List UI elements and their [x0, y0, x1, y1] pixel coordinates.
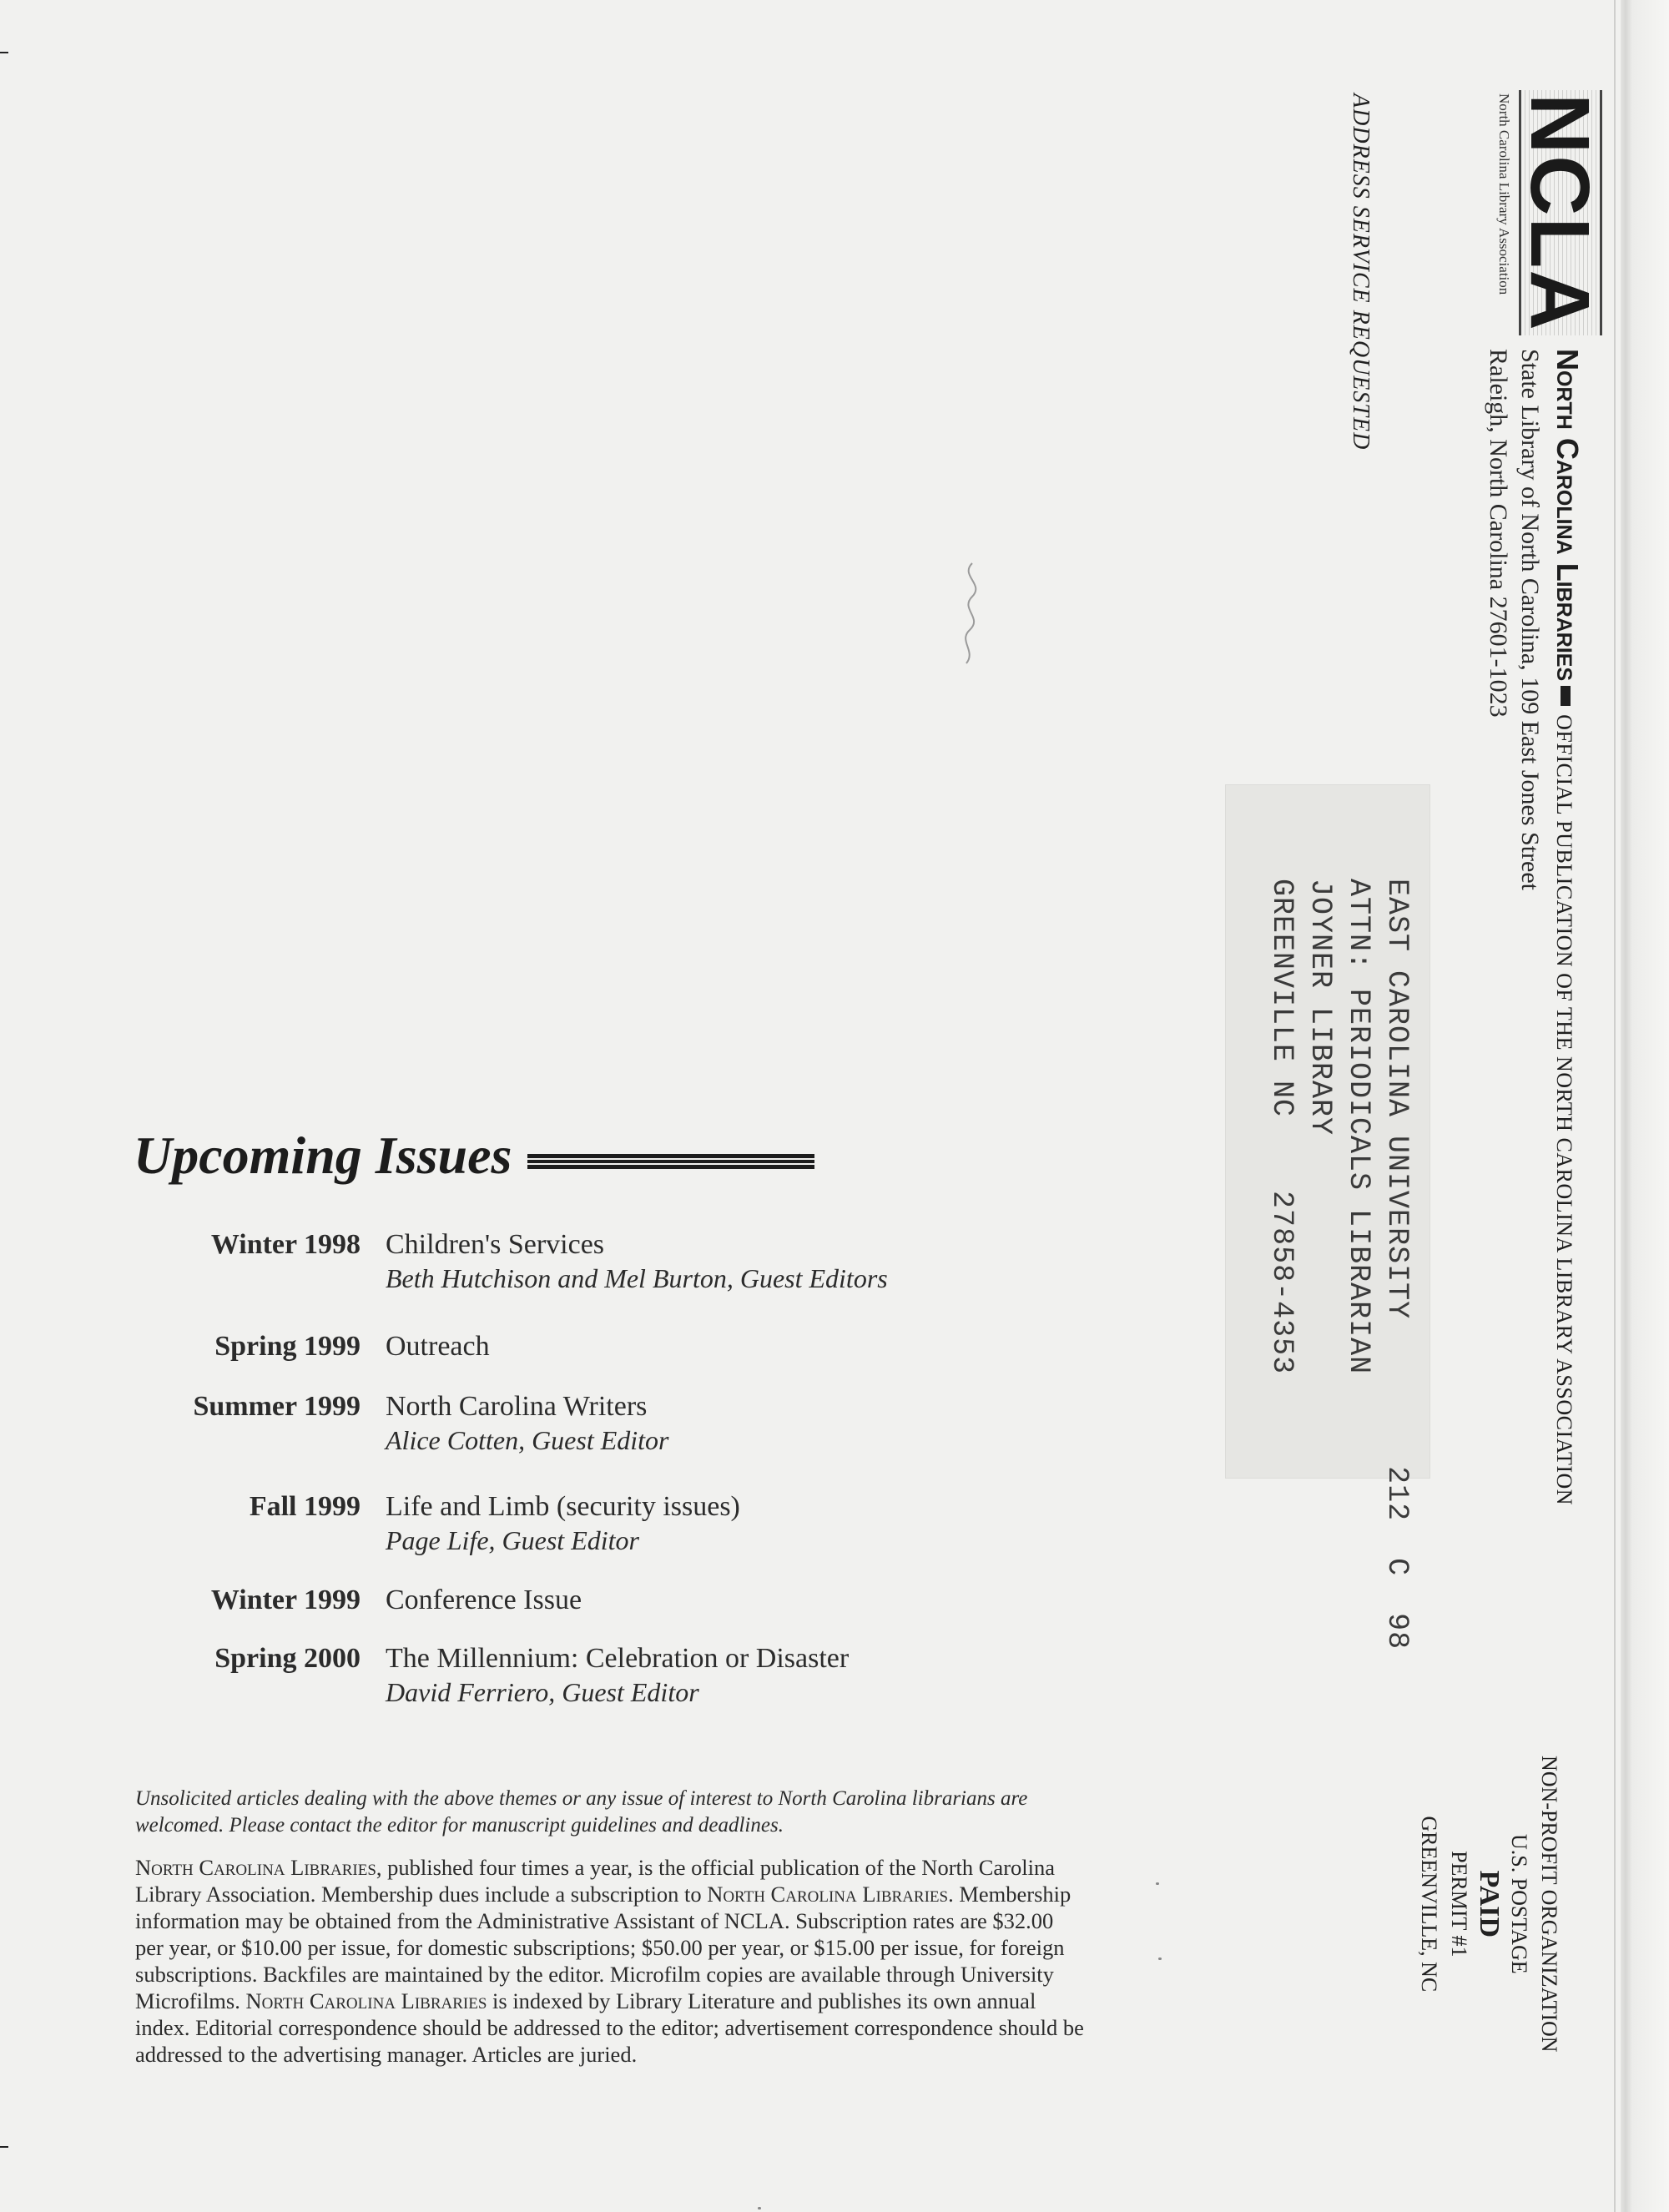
- issue-row: [125, 1330, 490, 1363]
- publication-info-text-2: . Membership information may be obtained from the Administrative Assistant of NCLA. Subscription rates are $32.00 per year, or $10.00 per issue, for domestic subscriptions; $50.00 per year, or $15.00 per issue, for foreign subscriptions. Backfiles are maintained by the editor. Microfilm copies are available through University Microfilms.: [135, 1882, 1071, 2013]
- ncla-logo: [1495, 90, 1606, 335]
- publication-info: [135, 1854, 1087, 2068]
- label-line-1: EAST CAROLINA UNIVERSITY 212 C 98: [1380, 879, 1414, 1650]
- title-rule: [527, 1154, 814, 1169]
- postage-city: GREENVILLE, NC: [1417, 1816, 1441, 1993]
- publication-name-inline: North Carolina Libraries: [245, 1988, 487, 2013]
- ncla-logo-subtitle: North Carolina Library Association: [1496, 93, 1512, 295]
- issue-topic: Conference Issue: [386, 1585, 582, 1615]
- paper-speck: [1156, 1882, 1159, 1885]
- issue-row: [125, 1642, 849, 1709]
- mailing-label: [1225, 784, 1430, 1650]
- publication-name-inline: North Carolina Libraries: [707, 1882, 949, 1907]
- page-edge-line: [1614, 0, 1616, 2212]
- header-bar: [1561, 686, 1571, 706]
- margin-tick: [0, 2146, 8, 2148]
- upcoming-issues-title: Upcoming Issues: [134, 1126, 512, 1185]
- mailing-label-text: [1263, 879, 1416, 1650]
- issue-topic: Outreach: [386, 1331, 490, 1362]
- label-line-4: GREENVILLE NC 27858-4353: [1265, 879, 1298, 1375]
- ncla-logo-mark: NCLA: [1519, 90, 1602, 335]
- issue-date: Summer 1999: [193, 1391, 361, 1422]
- issue-editor: Page Life, Guest Editor: [386, 1525, 639, 1555]
- issue-editor: Beth Hutchison and Mel Burton, Guest Editors: [386, 1263, 888, 1293]
- issue-topic: North Carolina Writers: [386, 1391, 648, 1422]
- issue-date: Winter 1999: [210, 1585, 361, 1615]
- address-line-1: State Library of North Carolina, 109 East Jones Street: [1516, 349, 1544, 891]
- publication-info-text-1: , published four times a year, is the official publication of the North Carolina Library Association. Membership dues include a subscription to: [135, 1855, 1056, 1907]
- issue-date: Winter 1998: [210, 1229, 361, 1260]
- page-edge: [1621, 0, 1669, 2212]
- postage-permit: PERMIT #1: [1447, 1851, 1471, 1958]
- issue-topic: Children's Services: [386, 1229, 605, 1260]
- publication-info-text-3: is indexed by Library Literature and publishes its own annual index. Editorial correspondence should be addressed to the editor; advertisement correspondence should be addressed to the advertising manager. Articles are juried.: [135, 1988, 1084, 2067]
- issue-editor: Alice Cotten, Guest Editor: [386, 1425, 669, 1455]
- issue-topic: The Millennium: Celebration or Disaster: [386, 1643, 850, 1674]
- official-publication-line: OFFICIAL PUBLICATION OF THE NORTH CAROLINA LIBRARY ASSOCIATION: [1552, 714, 1576, 1506]
- postage-indicia: [1414, 1756, 1564, 2053]
- issue-row: [125, 1390, 669, 1457]
- submission-note: Unsolicited articles dealing with the above themes or any issue of interest to North Carolina librarians are welcomed. Please contact the editor for manuscript guidelines and deadlines.: [135, 1787, 1028, 1837]
- issue-date: Fall 1999: [249, 1491, 361, 1522]
- postage-line-2: U.S. POSTAGE: [1507, 1833, 1531, 1974]
- label-line-2: ATTN: PERIODICALS LIBRARIAN: [1342, 879, 1375, 1375]
- label-line-3: JOYNER LIBRARY: [1303, 879, 1337, 1136]
- paper-speck: [758, 2207, 761, 2209]
- postage-line-1: NON-PROFIT ORGANIZATION: [1537, 1756, 1561, 2053]
- publication-name: North Carolina Libraries: [1551, 349, 1585, 682]
- issue-date: Spring 2000: [214, 1643, 361, 1674]
- pencil-mark: [951, 559, 993, 668]
- issue-row: [125, 1584, 582, 1617]
- address-service-requested: ADDRESS SERVICE REQUESTED: [1348, 93, 1374, 451]
- publication-header: [1545, 349, 1586, 1505]
- issue-row: [125, 1228, 888, 1295]
- margin-tick: [0, 52, 8, 53]
- return-address: [1482, 349, 1586, 1505]
- issue-date: Spring 1999: [214, 1331, 361, 1362]
- issue-row: [125, 1490, 740, 1557]
- publication-name-inline: North Carolina Libraries: [135, 1855, 376, 1880]
- issue-topic: Life and Limb (security issues): [386, 1491, 740, 1522]
- issue-editor: David Ferriero, Guest Editor: [386, 1677, 699, 1707]
- address-line-2: Raleigh, North Carolina 27601-1023: [1485, 349, 1512, 718]
- paper-speck: [1158, 1958, 1162, 1960]
- postage-paid: PAID: [1474, 1870, 1505, 1938]
